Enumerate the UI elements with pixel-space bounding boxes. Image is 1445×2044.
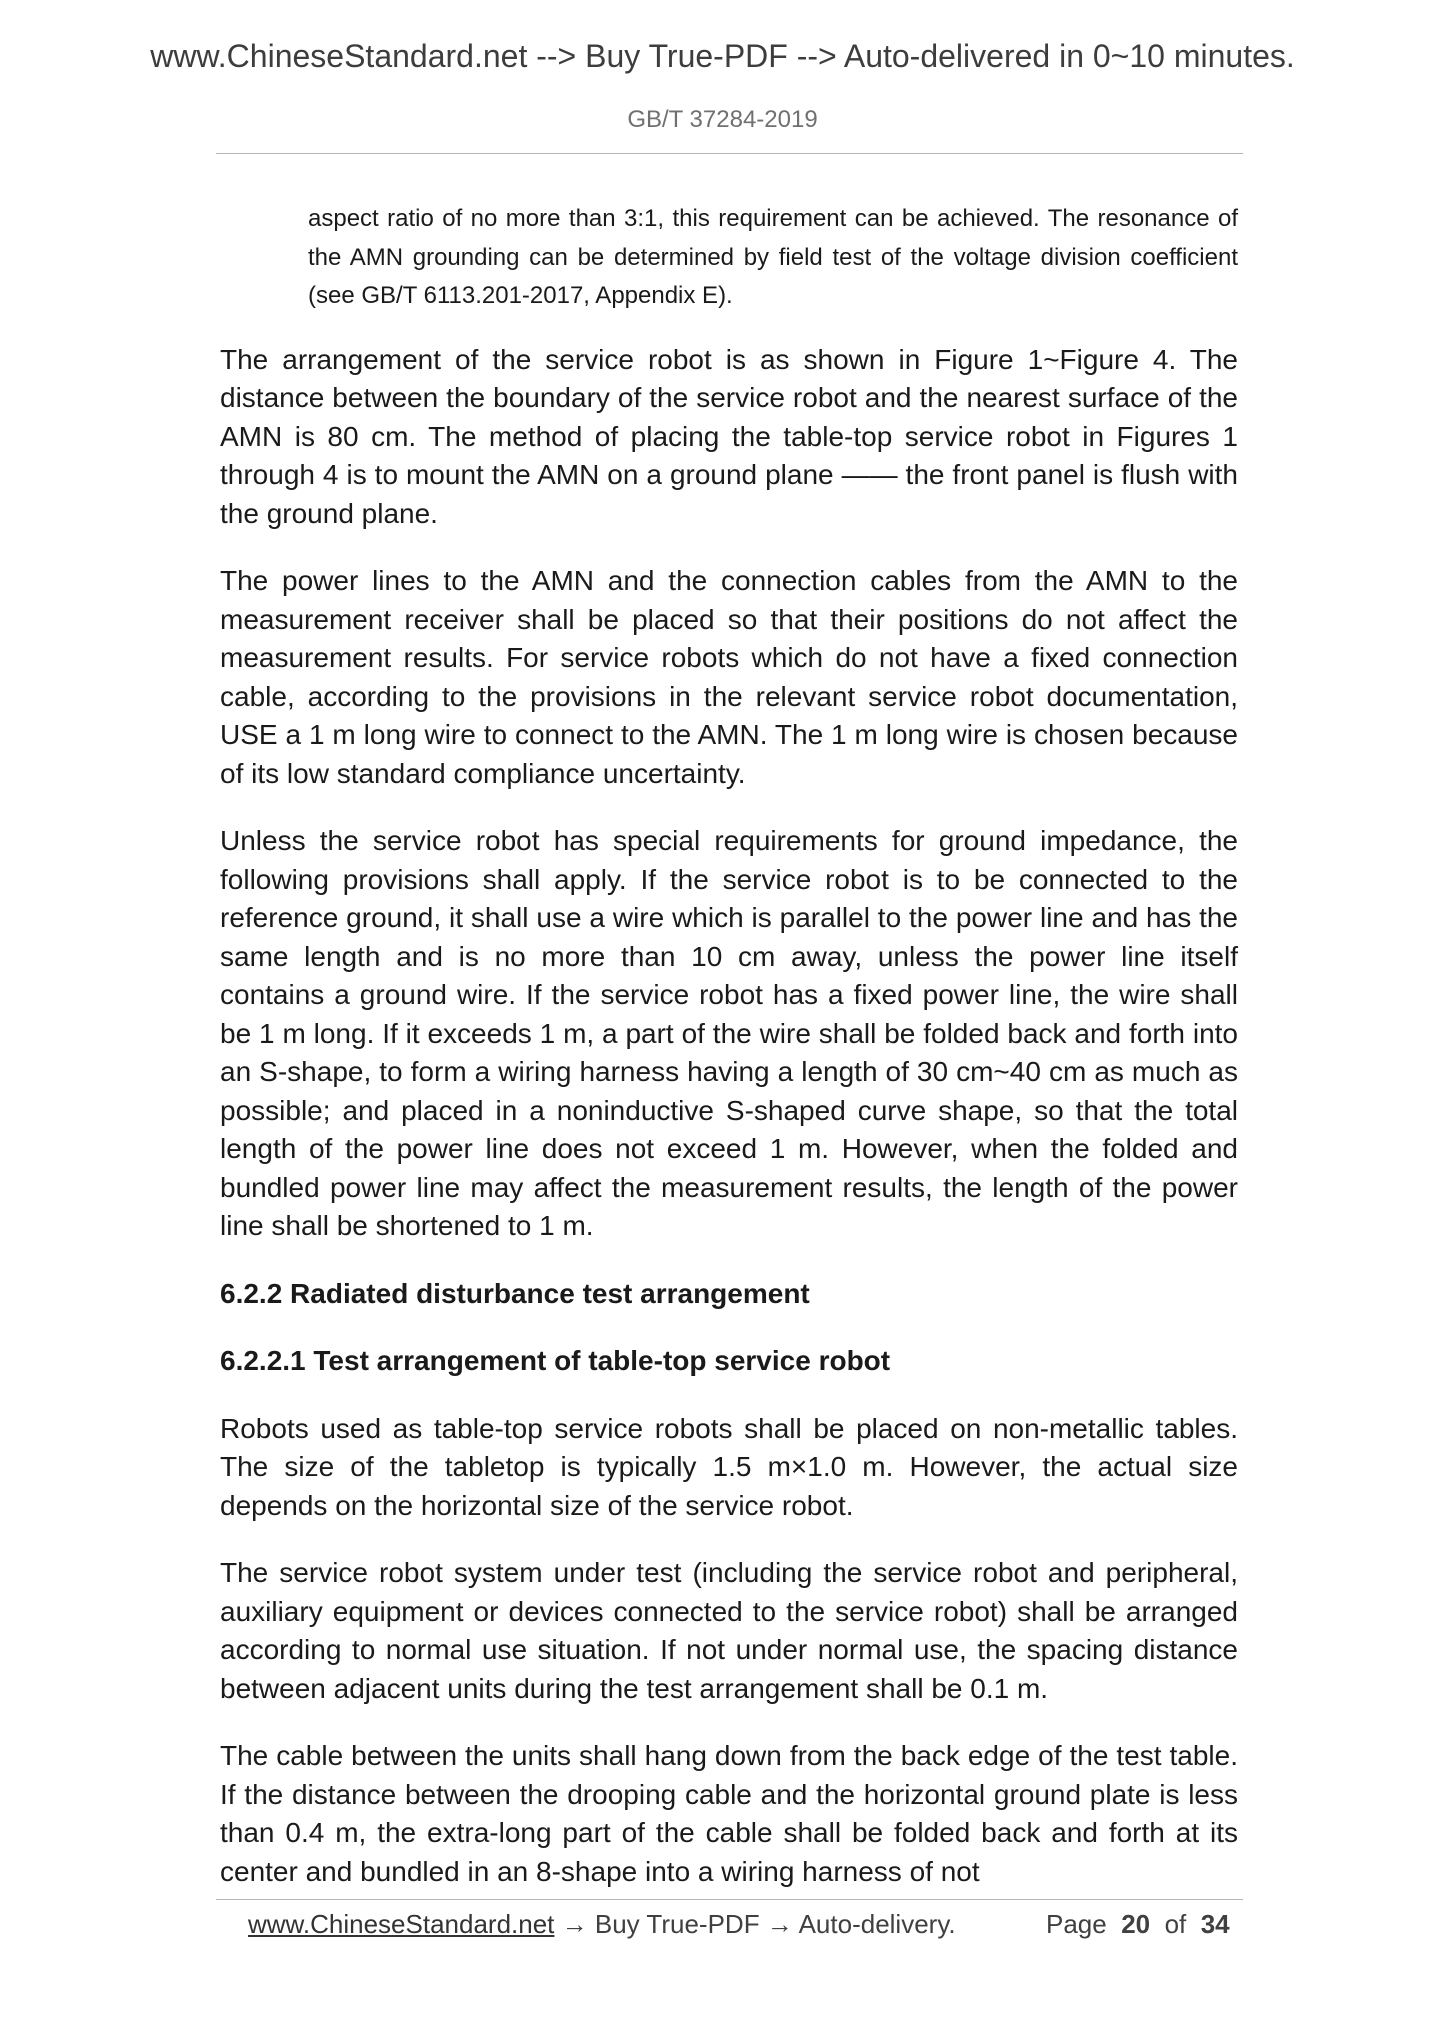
paragraph-cable: The cable between the units shall hang down from the back edge of the test table. If the distance between the drooping cable and the horizontal ground plate is less than 0.4 m, the extra-long part of the cable shall be folded back and forth at its center and bundled in an 8-shape into a wiring harness of not [220,1740,1238,1887]
paragraph-power-lines: The power lines to the AMN and the connection cables from the AMN to the measurement receiver shall be placed so that their positions do not affect the measurement results. For service robots which do not have a fixed connection cable, according to the provisions in the relevant service robot documentation, USE a 1 m long wire to connect to the AMN. The 1 m long wire is chosen because of its low standard compliance uncertainty. [220,565,1238,789]
page-indicator [1046,1909,1230,1940]
paragraph-ground-impedance: Unless the service robot has special requirements for ground impedance, the following provisions shall apply. If the service robot is to be connected to the reference ground, it shall use a wire which is parallel to the power line and has the same length and is no more than 10 cm away, unless the power line itself contains a ground wire. If the service robot has a fixed power line, the wire shall be 1 m long. If it exceeds 1 m, a part of the wire shall be folded back and forth into an S-shape, to form a wiring harness having a length of 30 cm~40 cm as much as possible; and placed in a noninductive S-shaped curve shape, so that the total length of the power line does not exceed 1 m. However, when the folded and bundled power line may affect the measurement results, the length of the power line shall be shortened to 1 m. [220,825,1238,1241]
footer-tagline: → Buy True-PDF → Auto-delivery. [561,1909,956,1939]
top-banner: www.ChineseStandard.net --> Buy True-PDF --> Auto-delivered in 0~10 minutes. [150,38,1295,74]
of-label: of [1164,1909,1187,1939]
footer-site-link[interactable]: www.ChineseStandard.net [248,1909,555,1939]
paragraph-tables: Robots used as table-top service robots shall be placed on non-metallic tables. The size of the tabletop is typically 1.5 m×1.0 m. However, the actual size depends on the horizontal size of the service robot. [220,1412,1238,1521]
standard-number: GB/T 37284-2019 [627,106,818,133]
header-divider [216,153,1243,154]
section-heading-6-2-2-1: 6.2.2.1 Test arrangement of table-top service robot [220,1345,891,1376]
footer-promo [248,1909,956,1940]
paragraph-arrangement: The arrangement of the service robot is as shown in Figure 1~Figure 4. The distance between the boundary of the service robot and the nearest surface of the AMN is 80 cm. The method of placing the table-top service robot in Figures 1 through 4 is to mount the AMN on a ground plane —— the front panel is flush with the ground plane. [220,343,1238,529]
paragraph-system: The service robot system under test (including the service robot and peripheral, auxiliary equipment or devices connected to the service robot) shall be arranged according to normal use situation. If not under normal use, the spacing distance between adjacent units during the test arrangement shall be 0.1 m. [220,1557,1238,1704]
current-page-number: 20 [1121,1909,1151,1939]
total-pages: 34 [1200,1909,1230,1939]
note-continuation: aspect ratio of no more than 3:1, this requirement can be achieved. The resonance of the AMN grounding can be determined by field test of the voltage division coefficient (see GB/T 6113.201-2017, Appendix E). [308,205,1238,309]
footer-divider [216,1899,1243,1900]
section-heading-6-2-2: 6.2.2 Radiated disturbance test arrangement [220,1277,810,1309]
page-label: Page [1046,1909,1107,1939]
page-content [220,200,1238,1920]
